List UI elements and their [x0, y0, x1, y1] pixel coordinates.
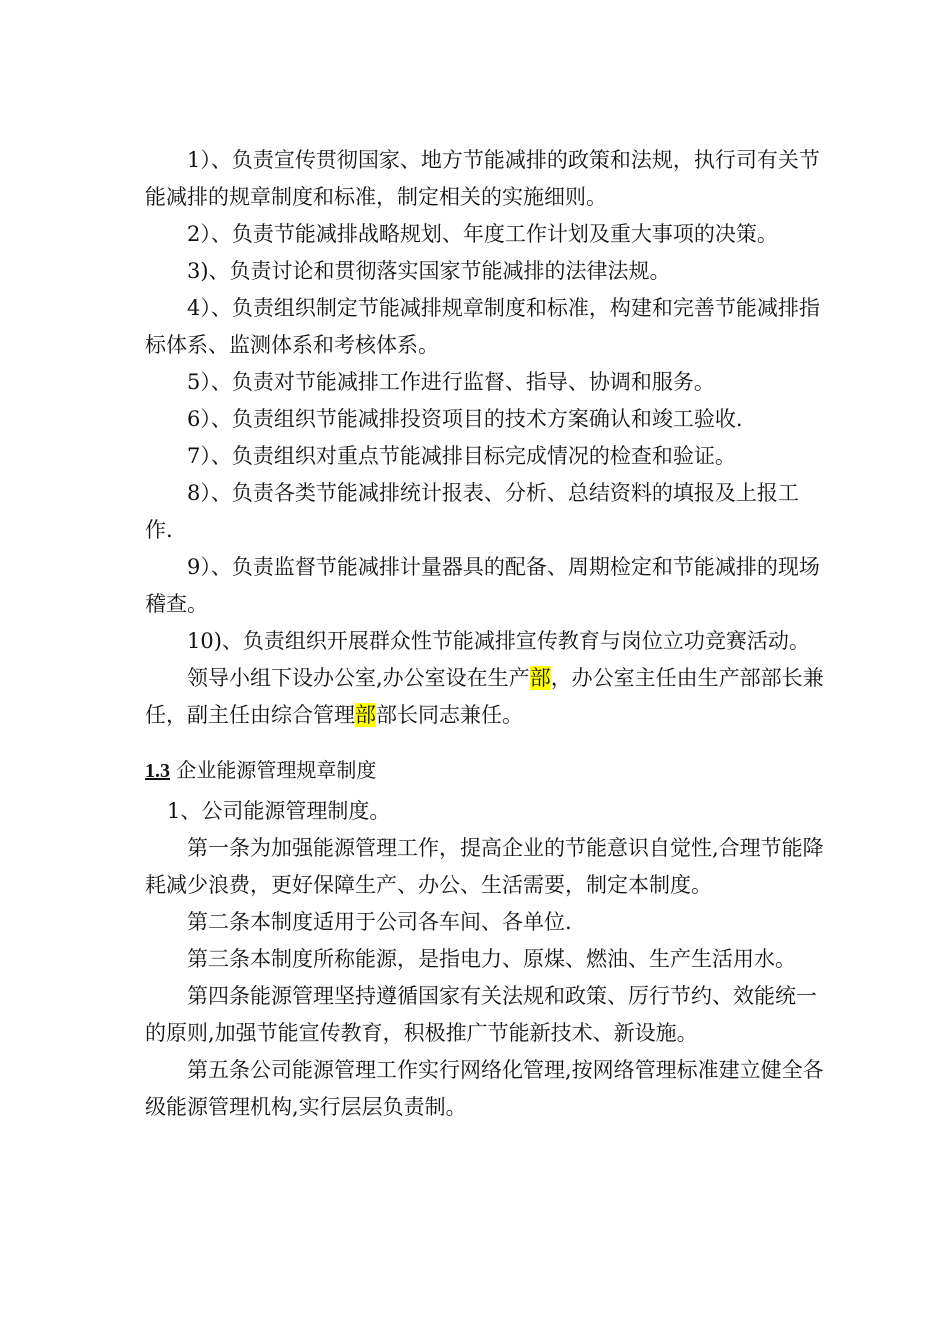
duty-paragraph: 4）、负责组织制定节能减排规章制度和标准，构建和完善节能减排指标体系、监测体系和考核体系。: [145, 296, 820, 357]
office-text-2: ，办公室主任由生产部部长兼任，副主任由综合管理: [145, 666, 824, 727]
duty-paragraph: 7）、负责组织对重点节能减排目标完成情况的检查和验证。: [187, 444, 736, 468]
highlighted-text: 部: [529, 666, 551, 690]
article-paragraph: 第四条能源管理坚持遵循国家有关法规和政策、厉行节约、效能统一的原则,加强节能宣传教育，积极推广节能新技术、新设施。: [145, 984, 817, 1045]
duty-paragraph: 1）、负责宣传贯彻国家、地方节能减排的政策和法规，执行司有关节能减排的规章制度和标准，制定相关的实施细则。: [145, 148, 820, 209]
subsection-title: 1、公司能源管理制度。: [167, 799, 391, 823]
duty-paragraph: 9）、负责监督节能减排计量器具的配备、周期检定和节能减排的现场稽查。: [145, 555, 820, 616]
section-number: 1.3: [145, 760, 170, 782]
duty-paragraph: 6）、负责组织节能减排投资项目的技术方案确认和竣工验收.: [187, 407, 743, 431]
office-text-1: 领导小组下设办公室,办公室设在生产: [187, 666, 530, 690]
duty-paragraph: 10)、负责组织开展群众性节能减排宣传教育与岗位立功竞赛活动。: [187, 629, 810, 653]
office-text-3: 部长同志兼任。: [376, 703, 523, 727]
article-paragraph: 第三条本制度所称能源，是指电力、原煤、燃油、生产生活用水。: [187, 947, 796, 971]
duty-paragraph: 2）、负责节能减排战略规划、年度工作计划及重大事项的决策。: [187, 222, 778, 246]
section-heading: [145, 756, 825, 785]
highlighted-text: 部: [355, 703, 376, 727]
duty-paragraph: 5）、负责对节能减排工作进行监督、指导、协调和服务。: [187, 370, 715, 394]
duty-paragraph: 8）、负责各类节能减排统计报表、分析、总结资料的填报及上报工作.: [145, 481, 799, 542]
document-page: [145, 142, 825, 1126]
duty-paragraph: 3)、负责讨论和贯彻落实国家节能减排的法律法规。: [187, 259, 671, 283]
article-paragraph: 第五条公司能源管理工作实行网络化管理,按网络管理标准建立健全各级能源管理机构,实行层层负责制。: [145, 1058, 824, 1119]
article-paragraph: 第二条本制度适用于公司各车间、各单位.: [187, 910, 572, 934]
article-paragraph: 第一条为加强能源管理工作，提高企业的节能意识自觉性,合理节能降耗减少浪费，更好保障生产、办公、生活需要，制定本制度。: [145, 836, 824, 897]
office-paragraph: [145, 660, 825, 734]
section-title: 企业能源管理规章制度: [176, 758, 377, 782]
